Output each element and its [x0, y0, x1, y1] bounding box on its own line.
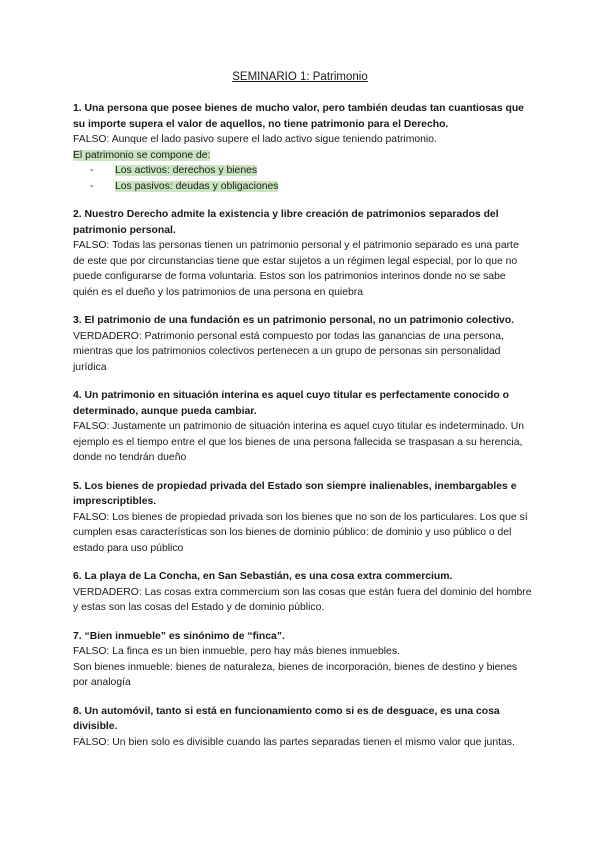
answer-text: FALSO: Un bien solo es divisible cuando las partes separadas tienen el mismo valor que juntas. [73, 736, 515, 748]
answer-text: FALSO: Los bienes de propiedad privada son los bienes que no son de los particulares. Los que sí cumplen esas características son los bienes de dominio público: de dominio y uso público o del estado para uso público [73, 511, 528, 554]
answer-extra-text: Son bienes inmueble: bienes de naturaleza, bienes de incorporación, bienes de destino y bienes por analogía [73, 661, 518, 688]
list-item: - Los pasivos: deudas y obligaciones [90, 180, 279, 192]
answer-text: VERDADERO: Las cosas extra commercium son las cosas que están fuera del dominio del hombre y estas son las cosas del Estado y de dominio público. [73, 586, 532, 613]
question-text: 2. Nuestro Derecho admite la existencia y libre creación de patrimonios separados del patrimonio personal. [73, 209, 499, 236]
question-text: 5. Los bienes de propiedad privada del Estado son siempre inalienables, inembargables e imprescriptibles. [73, 480, 517, 507]
question-text: 8. Un automóvil, tanto si está en funcionamiento como si es de desguace, es una cosa divisible. [73, 705, 500, 732]
question-text: 3. El patrimonio de una fundación es un patrimonio personal, no un patrimonio colectivo. [73, 315, 515, 326]
answer-text: VERDADERO: Patrimonio personal está compuesto por todas las ganancias de una persona, mientras que los patrimonios colectivos pertenecen a un grupo de personas sin personalidad jurídica [73, 330, 504, 373]
question-text: 1. Una persona que posee bienes de mucho valor, pero también deudas tan cuantiosas que su importe supera el valor de aquellos, no tiene patrimonio para el Derecho. [73, 103, 524, 130]
page-title: SEMINARIO 1: Patrimonio [232, 71, 368, 83]
bullet-text: Los pasivos: deudas y obligaciones [115, 180, 279, 192]
highlighted-note: El patrimonio se compone de: [73, 149, 211, 161]
answer-text: FALSO: Aunque el lado pasivo supere el lado activo sigue teniendo patrimonio. [73, 134, 437, 145]
bullet-text: Los activos: derechos y bienes [115, 165, 258, 176]
question-text: 7. “Bien inmueble” es sinónimo de “finca”. [73, 630, 285, 642]
answer-text: FALSO: La finca es un bien inmueble, pero hay más bienes inmuebles. [73, 646, 400, 657]
answer-text: FALSO: Todas las personas tienen un patrimonio personal y el patrimonio separado es una parte de este que por circunstancias tiene que estar sujetos a un régimen legal especial, por lo que no puede configurarse de forma voluntaria. Estos son los patrimonios interinos donde no se sabe quién es el dueño y los patrimonios de una persona en quiebra [73, 240, 519, 298]
question-6 [73, 569, 533, 616]
question-text: 4. Un patrimonio en situación interina es aquel cuyo titular es perfectamente conocido o determinado, aunque pueda cambiar. [73, 390, 509, 417]
question-5 [73, 479, 533, 557]
answer-text: FALSO: Justamente un patrimonio de situación interina es aquel cuyo titular es indeterminado. Un ejemplo es el tiempo entre el que los bienes de una persona fallecida se traspasan a su herencia, donde no tendrán dueño [73, 421, 525, 463]
question-3 [73, 313, 533, 375]
question-text: 6. La playa de La Concha, en San Sebastián, es una cosa extra commercium. [73, 571, 453, 582]
question-2 [73, 207, 533, 300]
list-item: - Los activos: derechos y bienes [90, 165, 258, 176]
question-1 [73, 101, 533, 194]
question-8 [73, 704, 533, 751]
bullet-list [73, 163, 533, 194]
question-4 [73, 388, 533, 466]
document-body [73, 101, 533, 763]
question-7 [73, 629, 533, 691]
